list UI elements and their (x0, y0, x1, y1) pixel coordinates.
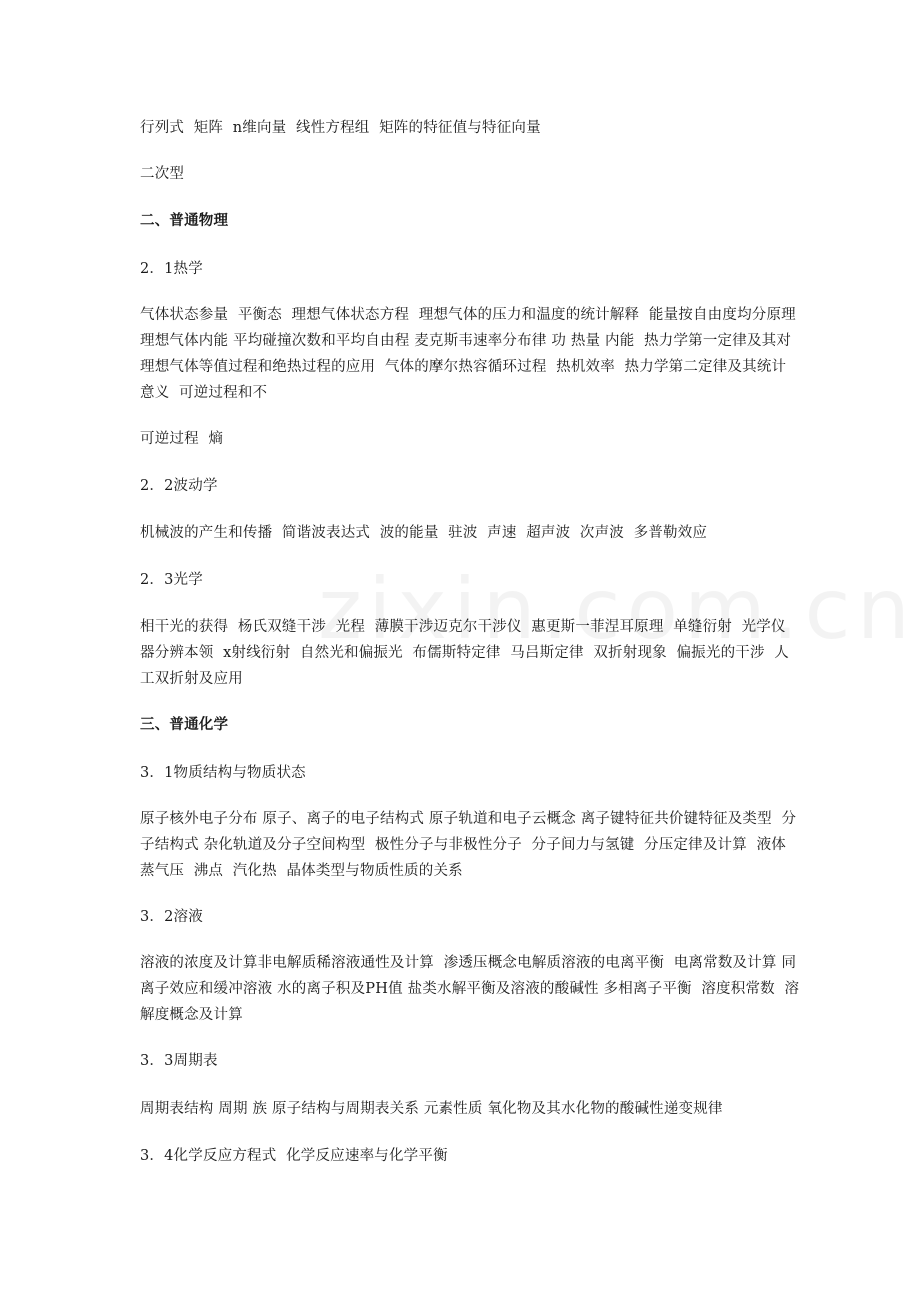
heading-general-physics: 二、普通物理 (140, 213, 229, 229)
paragraph-wave-topics: 机械波的产生和传播 简谐波表达式 波的能量 驻波 声速 超声波 次声波 多普勒效应 (140, 525, 708, 541)
subheading-wave-physics: 2．2波动学 (140, 478, 218, 494)
paragraph-thermodynamics-topics: 气体状态参量 平衡态 理想气体状态方程 理想气体的压力和温度的统计解释 能量按自由度均分原理 理想气体内能 平均碰撞次数和平均自由程 麦克斯韦速率分布律 功 热量 内能 热力学第一定律及其对理想气体等值过程和绝热过程的应用 气体的摩尔热容循环过程 热机效率 热力学第二定律及其统计意义 可逆过程和不 (140, 307, 801, 401)
paragraph-optics-topics: 相干光的获得 杨氏双缝干涉 光程 薄膜干涉迈克尔干涉仪 惠更斯一菲涅耳原理 单缝衍射 光学仪器分辨本领 x射线衍射 自然光和偏振光 布儒斯特定律 马吕斯定律 双折射现象 偏振光的干涉 人工双折射及应用 (140, 619, 790, 687)
subheading-matter-structure: 3．1物质结构与物质状态 (140, 765, 306, 781)
paragraph-solutions-topics: 溶液的浓度及计算非电解质稀溶液通性及计算 渗透压概念电解质溶液的电离平衡 电离常数及计算 同离子效应和缓冲溶液 水的离子积及PH值 盐类水解平衡及溶液的酸碱性 多相离子平衡 溶度积常数 溶解度概念及计算 (140, 955, 800, 1023)
subheading-solutions: 3．2溶液 (140, 909, 203, 925)
paragraph-reversible-process: 可逆过程 熵 (140, 431, 224, 447)
paragraph-linear-algebra-topics: 行列式 矩阵 n维向量 线性方程组 矩阵的特征值与特征向量 (140, 120, 541, 136)
subheading-thermodynamics: 2．1热学 (140, 261, 203, 277)
subheading-chemical-reactions: 3．4化学反应方程式 化学反应速率与化学平衡 (140, 1148, 448, 1164)
subheading-optics: 2．3光学 (140, 572, 203, 588)
heading-general-chemistry: 三、普通化学 (140, 717, 229, 733)
subheading-periodic-table: 3．3周期表 (140, 1053, 218, 1069)
paragraph-matter-structure-topics: 原子核外电子分布 原子、离子的电子结构式 原子轨道和电子云概念 离子键特征共价键特征及类型 分子结构式 杂化轨道及分子空间构型 极性分子与非极性分子 分子间力与氢键 分压定律及计算 液体蒸气压 沸点 汽化热 晶体类型与物质性质的关系 (140, 811, 797, 879)
paragraph-quadratic-form: 二次型 (140, 166, 185, 182)
paragraph-periodic-table-topics: 周期表结构 周期 族 原子结构与周期表关系 元素性质 氧化物及其水化物的酸碱性递变规律 (140, 1101, 723, 1117)
